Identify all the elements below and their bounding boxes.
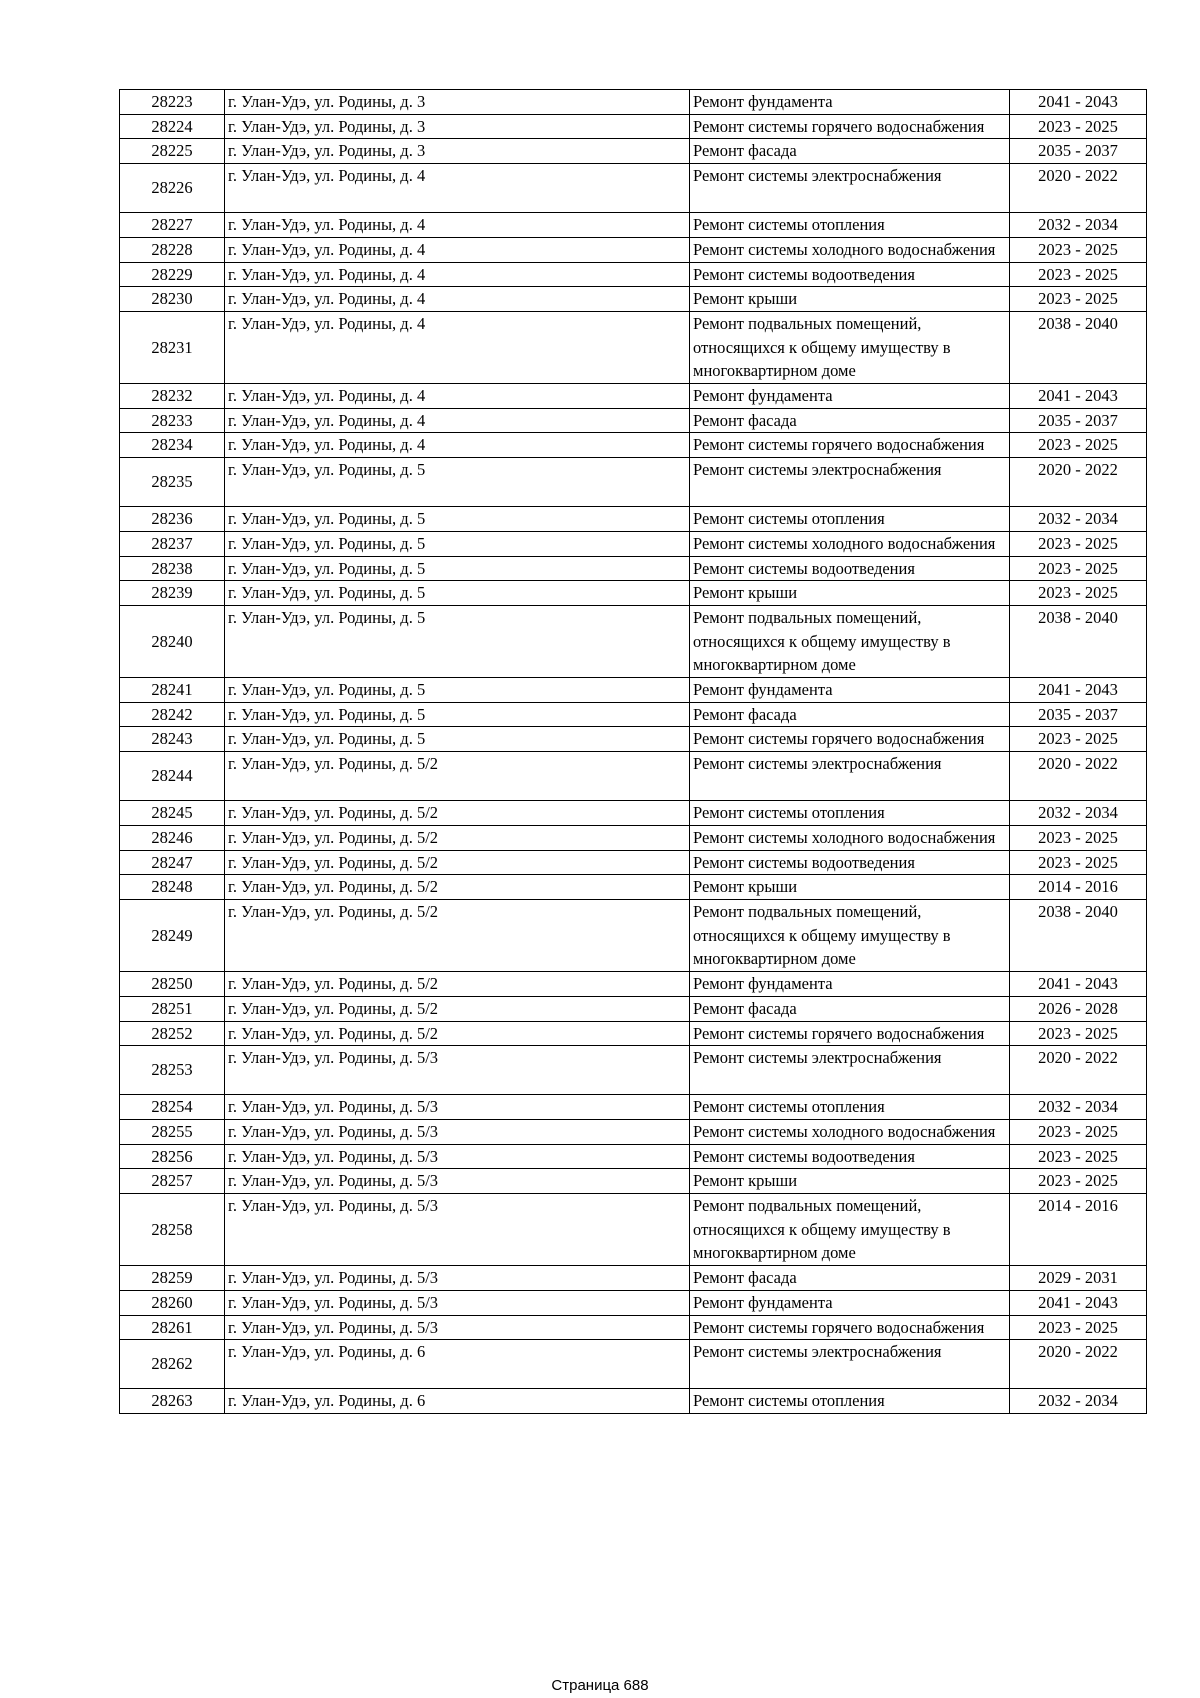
row-work-type: Ремонт подвальных помещений, относящихся к общему имуществу в многоквартирном доме (690, 1194, 1010, 1266)
table-row (120, 702, 1147, 727)
table-row (120, 678, 1147, 703)
table-row (120, 1119, 1147, 1144)
row-address: г. Улан-Удэ, ул. Родины, д. 5 (225, 727, 690, 752)
row-address: г. Улан-Удэ, ул. Родины, д. 5 (225, 507, 690, 532)
row-address: г. Улан-Удэ, ул. Родины, д. 5 (225, 605, 690, 677)
row-work-type: Ремонт фундамента (690, 90, 1010, 115)
row-address: г. Улан-Удэ, ул. Родины, д. 5/2 (225, 899, 690, 971)
row-address: г. Улан-Удэ, ул. Родины, д. 5/3 (225, 1315, 690, 1340)
table-row (120, 139, 1147, 164)
row-period: 2023 - 2025 (1010, 287, 1147, 312)
row-period: 2020 - 2022 (1010, 752, 1147, 801)
row-address: г. Улан-Удэ, ул. Родины, д. 3 (225, 90, 690, 115)
row-number: 28236 (120, 507, 225, 532)
table-row (120, 605, 1147, 677)
row-period: 2023 - 2025 (1010, 262, 1147, 287)
row-work-type: Ремонт подвальных помещений, относящихся к общему имуществу в многоквартирном доме (690, 605, 1010, 677)
table-row (120, 1389, 1147, 1414)
row-period: 2035 - 2037 (1010, 702, 1147, 727)
row-period: 2023 - 2025 (1010, 825, 1147, 850)
row-number: 28241 (120, 678, 225, 703)
row-number: 28247 (120, 850, 225, 875)
table-row (120, 311, 1147, 383)
table-row (120, 581, 1147, 606)
row-address: г. Улан-Удэ, ул. Родины, д. 3 (225, 139, 690, 164)
row-number: 28263 (120, 1389, 225, 1414)
row-work-type: Ремонт фасада (690, 996, 1010, 1021)
row-work-type: Ремонт фасада (690, 408, 1010, 433)
row-period: 2020 - 2022 (1010, 458, 1147, 507)
table-row (120, 801, 1147, 826)
row-number: 28260 (120, 1290, 225, 1315)
row-period: 2035 - 2037 (1010, 139, 1147, 164)
row-work-type: Ремонт фундамента (690, 678, 1010, 703)
row-address: г. Улан-Удэ, ул. Родины, д. 4 (225, 311, 690, 383)
row-period: 2023 - 2025 (1010, 727, 1147, 752)
row-work-type: Ремонт системы водоотведения (690, 1144, 1010, 1169)
table-row (120, 433, 1147, 458)
row-number: 28235 (120, 458, 225, 507)
table-row (120, 408, 1147, 433)
row-period: 2032 - 2034 (1010, 507, 1147, 532)
row-address: г. Улан-Удэ, ул. Родины, д. 4 (225, 433, 690, 458)
row-address: г. Улан-Удэ, ул. Родины, д. 5/3 (225, 1290, 690, 1315)
row-period: 2035 - 2037 (1010, 408, 1147, 433)
row-work-type: Ремонт системы электроснабжения (690, 164, 1010, 213)
page-number: Страница 688 (551, 1677, 649, 1694)
row-address: г. Улан-Удэ, ул. Родины, д. 4 (225, 287, 690, 312)
row-work-type: Ремонт системы холодного водоснабжения (690, 531, 1010, 556)
row-number: 28232 (120, 384, 225, 409)
row-number: 28256 (120, 1144, 225, 1169)
row-number: 28234 (120, 433, 225, 458)
row-period: 2038 - 2040 (1010, 899, 1147, 971)
table-row (120, 114, 1147, 139)
row-address: г. Улан-Удэ, ул. Родины, д. 4 (225, 408, 690, 433)
table-row (120, 287, 1147, 312)
row-address: г. Улан-Удэ, ул. Родины, д. 4 (225, 237, 690, 262)
row-work-type: Ремонт системы горячего водоснабжения (690, 727, 1010, 752)
row-period: 2038 - 2040 (1010, 605, 1147, 677)
row-period: 2023 - 2025 (1010, 581, 1147, 606)
row-work-type: Ремонт системы горячего водоснабжения (690, 1021, 1010, 1046)
row-number: 28227 (120, 213, 225, 238)
row-work-type: Ремонт системы электроснабжения (690, 1046, 1010, 1095)
row-period: 2014 - 2016 (1010, 875, 1147, 900)
row-number: 28239 (120, 581, 225, 606)
row-period: 2014 - 2016 (1010, 1194, 1147, 1266)
row-number: 28252 (120, 1021, 225, 1046)
row-number: 28226 (120, 164, 225, 213)
row-number: 28229 (120, 262, 225, 287)
table-row (120, 727, 1147, 752)
row-number: 28246 (120, 825, 225, 850)
row-work-type: Ремонт крыши (690, 1169, 1010, 1194)
table-row (120, 556, 1147, 581)
table-row (120, 531, 1147, 556)
row-period: 2020 - 2022 (1010, 1046, 1147, 1095)
table-row (120, 752, 1147, 801)
row-work-type: Ремонт фасада (690, 702, 1010, 727)
row-period: 2020 - 2022 (1010, 164, 1147, 213)
table-row (120, 1021, 1147, 1046)
row-work-type: Ремонт подвальных помещений, относящихся к общему имуществу в многоквартирном доме (690, 311, 1010, 383)
table-row (120, 899, 1147, 971)
row-period: 2023 - 2025 (1010, 556, 1147, 581)
row-address: г. Улан-Удэ, ул. Родины, д. 5/3 (225, 1144, 690, 1169)
row-number: 28228 (120, 237, 225, 262)
row-period: 2041 - 2043 (1010, 1290, 1147, 1315)
row-period: 2023 - 2025 (1010, 433, 1147, 458)
row-period: 2038 - 2040 (1010, 311, 1147, 383)
row-address: г. Улан-Удэ, ул. Родины, д. 5/2 (225, 752, 690, 801)
row-number: 28257 (120, 1169, 225, 1194)
row-address: г. Улан-Удэ, ул. Родины, д. 5 (225, 458, 690, 507)
row-address: г. Улан-Удэ, ул. Родины, д. 4 (225, 164, 690, 213)
row-address: г. Улан-Удэ, ул. Родины, д. 5/3 (225, 1119, 690, 1144)
row-work-type: Ремонт фундамента (690, 384, 1010, 409)
row-number: 28238 (120, 556, 225, 581)
row-address: г. Улан-Удэ, ул. Родины, д. 3 (225, 114, 690, 139)
table-row (120, 164, 1147, 213)
row-period: 2029 - 2031 (1010, 1266, 1147, 1291)
table-body (120, 90, 1147, 1414)
row-work-type: Ремонт системы холодного водоснабжения (690, 237, 1010, 262)
row-period: 2041 - 2043 (1010, 384, 1147, 409)
row-address: г. Улан-Удэ, ул. Родины, д. 5/3 (225, 1095, 690, 1120)
row-period: 2041 - 2043 (1010, 972, 1147, 997)
row-address: г. Улан-Удэ, ул. Родины, д. 5/2 (225, 825, 690, 850)
row-period: 2023 - 2025 (1010, 114, 1147, 139)
row-address: г. Улан-Удэ, ул. Родины, д. 5/3 (225, 1169, 690, 1194)
row-address: г. Улан-Удэ, ул. Родины, д. 5/2 (225, 801, 690, 826)
row-number: 28230 (120, 287, 225, 312)
row-number: 28237 (120, 531, 225, 556)
row-number: 28223 (120, 90, 225, 115)
table-row (120, 996, 1147, 1021)
row-work-type: Ремонт системы отопления (690, 801, 1010, 826)
row-number: 28259 (120, 1266, 225, 1291)
repair-schedule-table (119, 89, 1147, 1414)
row-work-type: Ремонт фасада (690, 139, 1010, 164)
row-number: 28255 (120, 1119, 225, 1144)
row-number: 28251 (120, 996, 225, 1021)
row-period: 2026 - 2028 (1010, 996, 1147, 1021)
row-number: 28231 (120, 311, 225, 383)
row-address: г. Улан-Удэ, ул. Родины, д. 5/2 (225, 875, 690, 900)
table-row (120, 237, 1147, 262)
row-number: 28258 (120, 1194, 225, 1266)
table-row (120, 1046, 1147, 1095)
row-number: 28233 (120, 408, 225, 433)
row-number: 28225 (120, 139, 225, 164)
row-address: г. Улан-Удэ, ул. Родины, д. 5 (225, 531, 690, 556)
row-work-type: Ремонт системы холодного водоснабжения (690, 1119, 1010, 1144)
table-row (120, 972, 1147, 997)
row-work-type: Ремонт системы водоотведения (690, 850, 1010, 875)
table-row (120, 1290, 1147, 1315)
table-row (120, 262, 1147, 287)
row-work-type: Ремонт фундамента (690, 1290, 1010, 1315)
row-number: 28248 (120, 875, 225, 900)
row-address: г. Улан-Удэ, ул. Родины, д. 5/2 (225, 850, 690, 875)
row-address: г. Улан-Удэ, ул. Родины, д. 5 (225, 702, 690, 727)
row-number: 28243 (120, 727, 225, 752)
row-work-type: Ремонт системы водоотведения (690, 262, 1010, 287)
row-address: г. Улан-Удэ, ул. Родины, д. 5 (225, 581, 690, 606)
row-period: 2032 - 2034 (1010, 1095, 1147, 1120)
table-row (120, 1315, 1147, 1340)
row-work-type: Ремонт системы водоотведения (690, 556, 1010, 581)
row-address: г. Улан-Удэ, ул. Родины, д. 6 (225, 1340, 690, 1389)
table-row (120, 1266, 1147, 1291)
row-work-type: Ремонт крыши (690, 875, 1010, 900)
row-work-type: Ремонт системы электроснабжения (690, 458, 1010, 507)
row-address: г. Улан-Удэ, ул. Родины, д. 5/2 (225, 996, 690, 1021)
row-address: г. Улан-Удэ, ул. Родины, д. 5 (225, 556, 690, 581)
table-row (120, 1340, 1147, 1389)
row-number: 28250 (120, 972, 225, 997)
row-period: 2023 - 2025 (1010, 531, 1147, 556)
row-address: г. Улан-Удэ, ул. Родины, д. 5 (225, 678, 690, 703)
row-period: 2023 - 2025 (1010, 1169, 1147, 1194)
row-address: г. Улан-Удэ, ул. Родины, д. 4 (225, 262, 690, 287)
row-period: 2023 - 2025 (1010, 237, 1147, 262)
row-work-type: Ремонт подвальных помещений, относящихся к общему имуществу в многоквартирном доме (690, 899, 1010, 971)
table-row (120, 850, 1147, 875)
table-row (120, 875, 1147, 900)
row-period: 2023 - 2025 (1010, 850, 1147, 875)
row-work-type: Ремонт крыши (690, 581, 1010, 606)
row-period: 2023 - 2025 (1010, 1144, 1147, 1169)
row-period: 2020 - 2022 (1010, 1340, 1147, 1389)
row-period: 2023 - 2025 (1010, 1315, 1147, 1340)
row-number: 28254 (120, 1095, 225, 1120)
table-row (120, 1169, 1147, 1194)
table-row (120, 384, 1147, 409)
row-number: 28253 (120, 1046, 225, 1095)
row-work-type: Ремонт системы отопления (690, 213, 1010, 238)
row-number: 28261 (120, 1315, 225, 1340)
row-work-type: Ремонт системы горячего водоснабжения (690, 433, 1010, 458)
table-row (120, 1194, 1147, 1266)
row-work-type: Ремонт системы отопления (690, 1095, 1010, 1120)
row-number: 28262 (120, 1340, 225, 1389)
row-period: 2032 - 2034 (1010, 801, 1147, 826)
row-period: 2032 - 2034 (1010, 213, 1147, 238)
row-number: 28249 (120, 899, 225, 971)
row-number: 28245 (120, 801, 225, 826)
row-address: г. Улан-Удэ, ул. Родины, д. 5/3 (225, 1266, 690, 1291)
row-work-type: Ремонт системы электроснабжения (690, 752, 1010, 801)
row-address: г. Улан-Удэ, ул. Родины, д. 5/2 (225, 1021, 690, 1046)
table-row (120, 90, 1147, 115)
table-row (120, 1095, 1147, 1120)
table-row (120, 458, 1147, 507)
row-address: г. Улан-Удэ, ул. Родины, д. 5/2 (225, 972, 690, 997)
table-row (120, 1144, 1147, 1169)
row-work-type: Ремонт системы отопления (690, 507, 1010, 532)
row-work-type: Ремонт системы горячего водоснабжения (690, 1315, 1010, 1340)
row-work-type: Ремонт фасада (690, 1266, 1010, 1291)
row-address: г. Улан-Удэ, ул. Родины, д. 5/3 (225, 1046, 690, 1095)
row-work-type: Ремонт системы отопления (690, 1389, 1010, 1414)
row-period: 2023 - 2025 (1010, 1119, 1147, 1144)
row-work-type: Ремонт системы холодного водоснабжения (690, 825, 1010, 850)
table-row (120, 213, 1147, 238)
row-address: г. Улан-Удэ, ул. Родины, д. 5/3 (225, 1194, 690, 1266)
row-work-type: Ремонт крыши (690, 287, 1010, 312)
table-row (120, 825, 1147, 850)
row-work-type: Ремонт системы электроснабжения (690, 1340, 1010, 1389)
row-address: г. Улан-Удэ, ул. Родины, д. 4 (225, 213, 690, 238)
row-period: 2023 - 2025 (1010, 1021, 1147, 1046)
table-row (120, 507, 1147, 532)
row-work-type: Ремонт фундамента (690, 972, 1010, 997)
row-address: г. Улан-Удэ, ул. Родины, д. 6 (225, 1389, 690, 1414)
row-address: г. Улан-Удэ, ул. Родины, д. 4 (225, 384, 690, 409)
row-period: 2032 - 2034 (1010, 1389, 1147, 1414)
row-number: 28242 (120, 702, 225, 727)
row-period: 2041 - 2043 (1010, 90, 1147, 115)
row-number: 28240 (120, 605, 225, 677)
row-work-type: Ремонт системы горячего водоснабжения (690, 114, 1010, 139)
row-number: 28224 (120, 114, 225, 139)
row-period: 2041 - 2043 (1010, 678, 1147, 703)
row-number: 28244 (120, 752, 225, 801)
